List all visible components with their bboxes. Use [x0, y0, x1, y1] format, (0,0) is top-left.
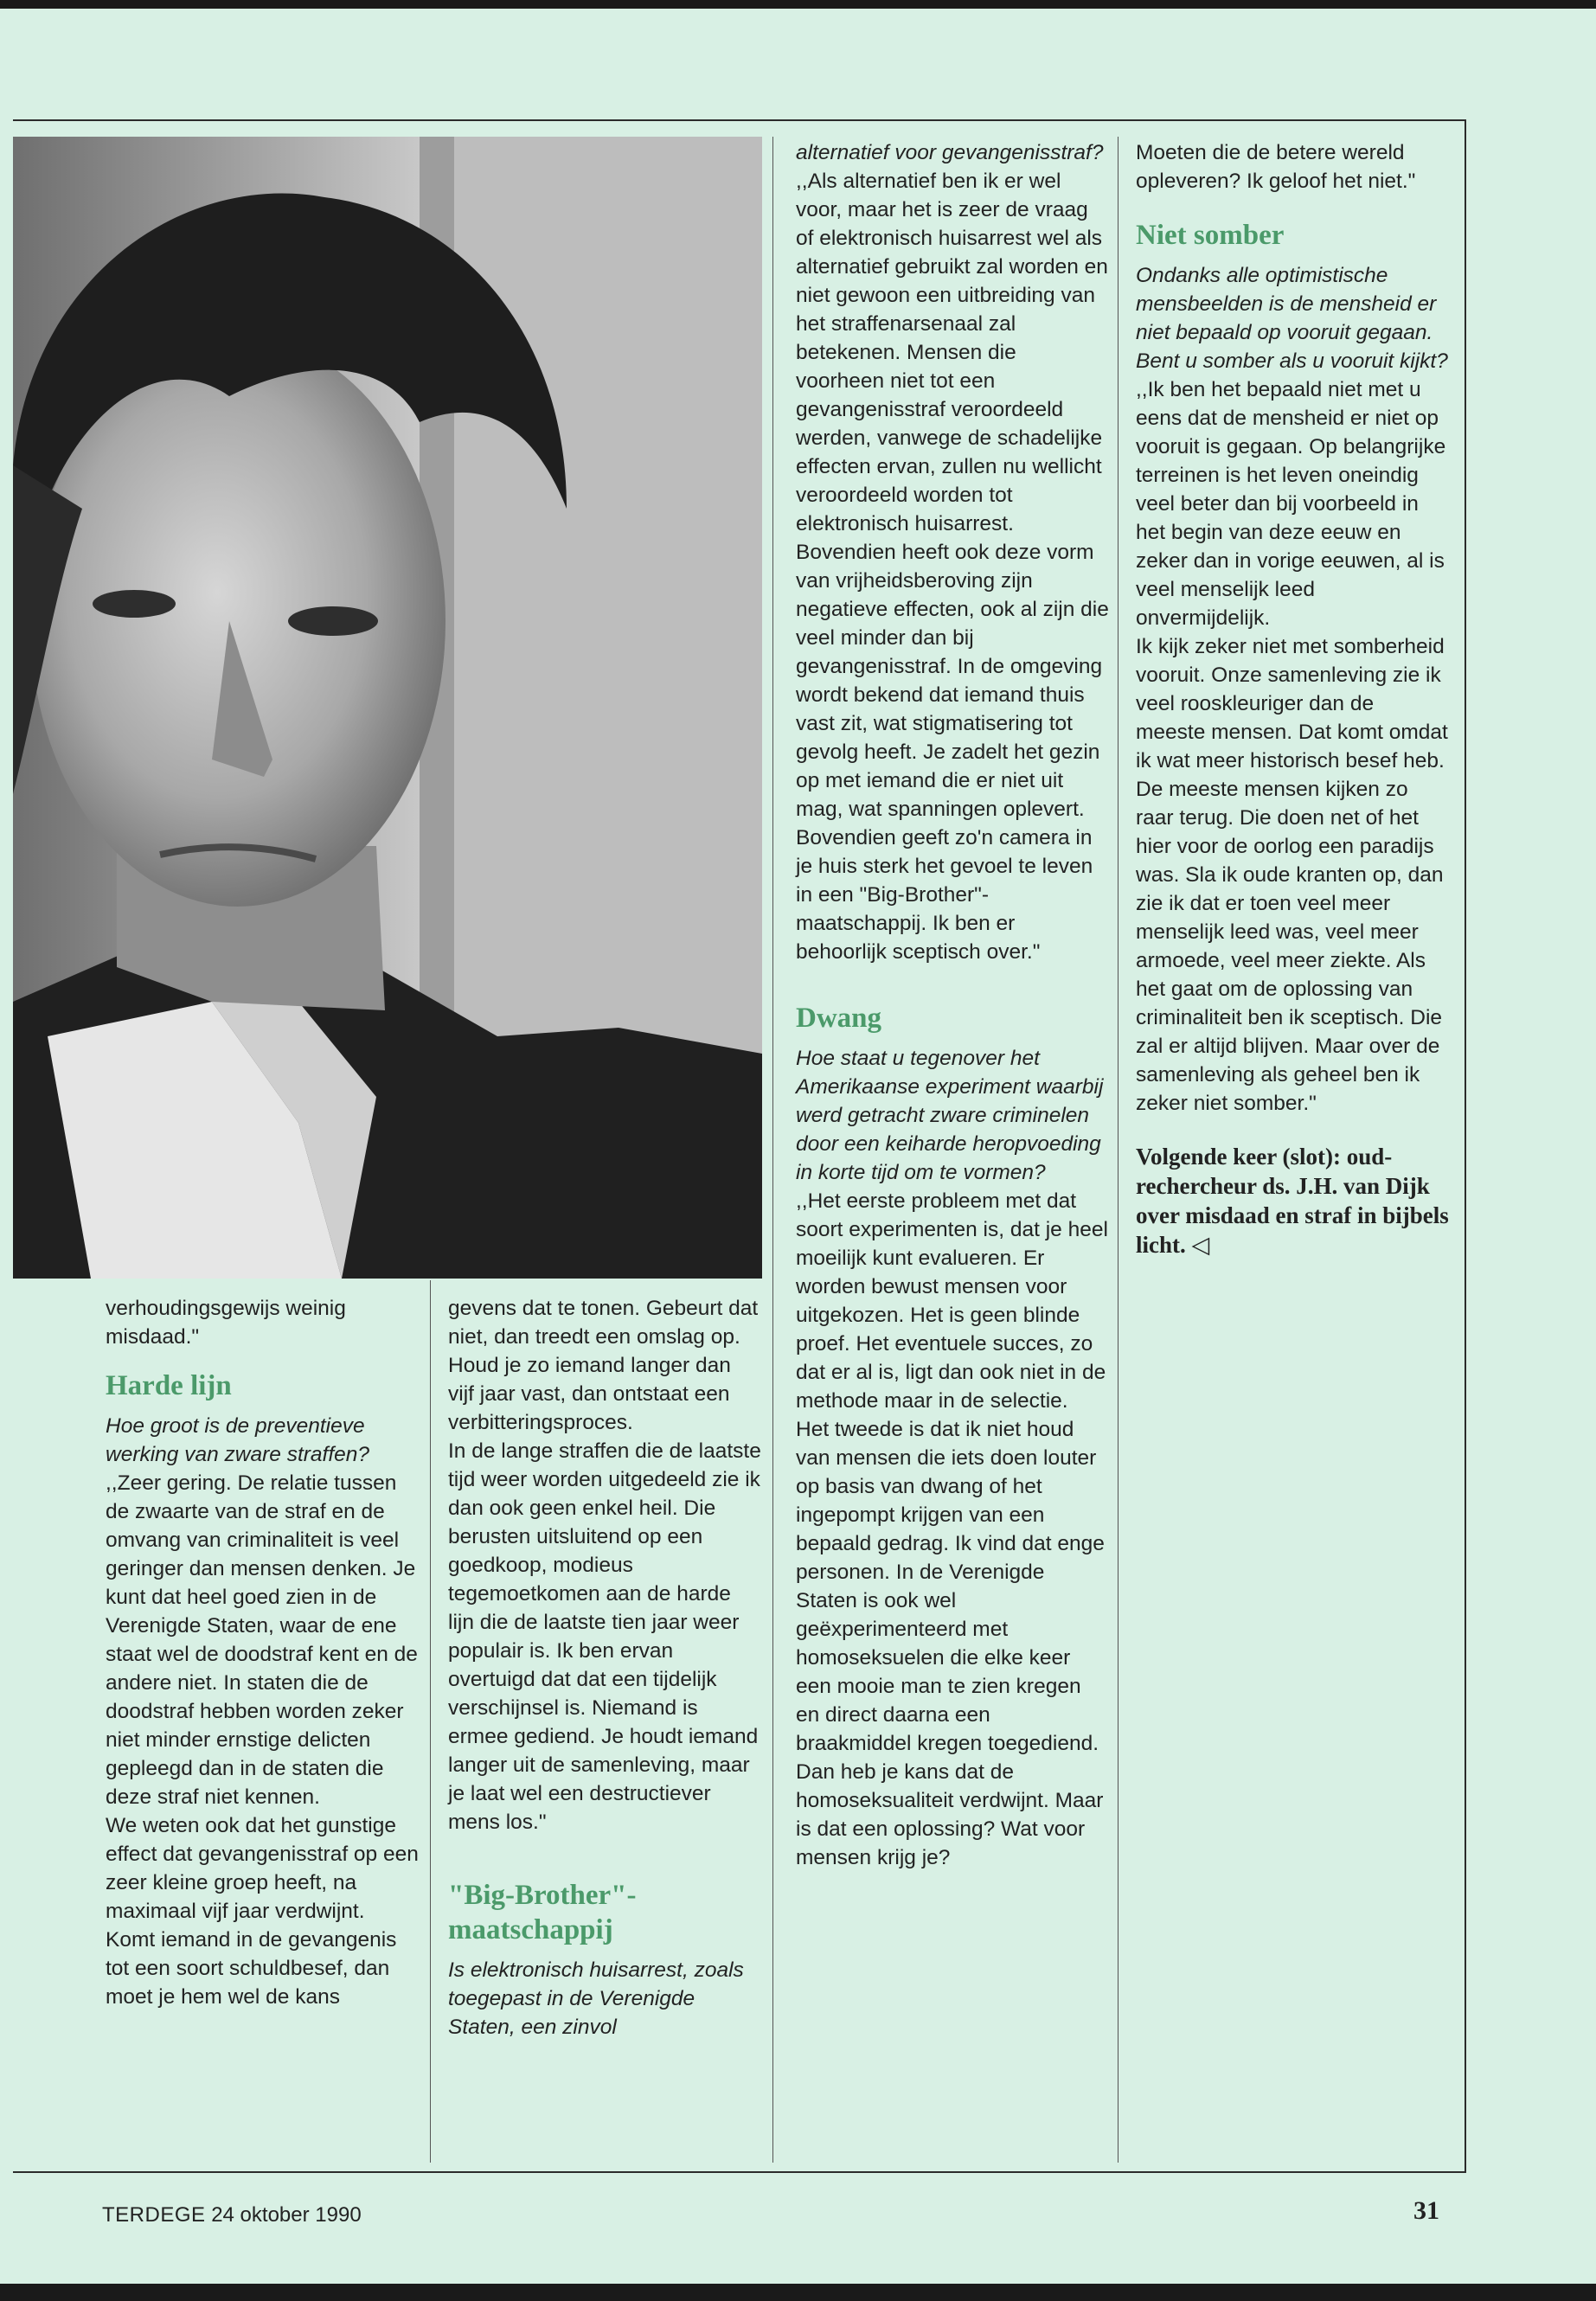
top-rule: [13, 119, 1466, 121]
interview-question: Is elektronisch huisarrest, zoals toegepast in de Verenigde Staten, een zinvol: [448, 1958, 744, 2039]
paragraph: Ik kijk zeker niet met somberheid vooruit. Onze samenleving zie ik veel rooskleuriger dan de meeste mensen. Dat komt omdat ik wat meer historisch besef heb. De meeste mensen kijken zo raar terug. Die doen net of het hier voor de oorlog een paradijs was. Sla ik oude kranten op, dan zie ik dat er toen veel meer menselijk leed was, veel meer armoede, veel meer ziekte. Als het gaat om de oplossing van criminaliteit ben ik sceptisch. Die zal er altijd blijven. Maar over de samenleving als geheel ben ik zeker niet somber.": [1136, 635, 1448, 1115]
portrait-illustration: [13, 137, 762, 1279]
bottom-rule: [13, 2171, 1466, 2173]
article-column-3: [796, 138, 1109, 1872]
portrait-photo: [13, 137, 762, 1279]
article-column-2: [448, 1294, 761, 2041]
interview-question: Hoe groot is de preventieve werking van zware straffen?: [106, 1414, 370, 1466]
end-mark-icon: ◁: [1191, 1232, 1210, 1258]
interview-question: Hoe staat u tegenover het Amerikaanse experiment waarbij werd getracht zware criminelen door een keiharde heropvoeding in korte tijd om te vormen?: [796, 1047, 1104, 1184]
magazine-name: TERDEGE: [102, 2203, 206, 2227]
column-rule: [430, 1280, 431, 2163]
section-heading: "Big-Brother"-maatschappij: [448, 1880, 637, 1945]
section-heading: Dwang: [796, 1003, 882, 1034]
next-issue-note: [1136, 1142, 1449, 1259]
paragraph: We weten ook dat het gunstige effect dat gevangenisstraf op een zeer kleine groep heeft, na maximaal vijf jaar verdwijnt. Komt iemand in de gevangenis tot een soort schuldbesef, dan moet je hem wel de kans: [106, 1814, 419, 2009]
paragraph: gevens dat te tonen. Gebeurt dat niet, dan treedt een omslag op. Houd je zo iemand langer dan vijf jaar vast, dan ontstaat een verbitteringsproces.: [448, 1297, 759, 1434]
interview-question: Ondanks alle optimistische mensbeelden is de mensheid er niet bepaald op vooruit gegaan. Bent u somber als u vooruit kijkt?: [1136, 264, 1448, 373]
magazine-page: [0, 9, 1596, 2284]
paragraph: verhoudingsgewijs weinig misdaad.": [106, 1297, 346, 1349]
paragraph: Moeten die de betere wereld opleveren? Ik geloof het niet.": [1136, 141, 1416, 193]
article-column-1: [106, 1294, 419, 2011]
paragraph: ,,Het eerste probleem met dat soort experimenten is, dat je heel moeilijk kunt evalueren. Er worden bewust mensen voor uitgekozen. Het is geen blinde proef. Het eventuele succes, zo dat er al is, ligt dan ook niet in de methode maar in de selectie.: [796, 1189, 1108, 1413]
footer-issue: [102, 2203, 362, 2227]
paragraph: ,,Zeer gering. De relatie tussen de zwaarte van de straf en de omvang van criminaliteit is veel geringer dan mensen denken. Je kunt dat heel goed zien in de Verenigde Staten, waar de ene staat wel de doodstraf kent en de andere niet. In staten die de doodstraf hebben worden zeker niet minder ernstige delicten gepleegd dan in de staten die deze straf niet kennen.: [106, 1471, 418, 1809]
paragraph: Het tweede is dat ik niet houd van mensen die iets doen louter op basis van dwang of het ingepompt krijgen van een bepaald gedrag. Ik vind dat enge personen. In de Verenigde Staten is ook wel geëxperimenteerd met homoseksuelen die elke keer een mooie man te zien kregen en direct daarna een braakmiddel kregen toegediend. Dan heb je kans dat de homoseksualiteit verdwijnt. Maar is dat een oplossing? Wat voor mensen krijg je?: [796, 1418, 1105, 1869]
article-column-4: [1136, 138, 1449, 1259]
paragraph: Bovendien heeft ook deze vorm van vrijheidsberoving zijn negatieve effecten, ook al zijn die veel minder dan bij gevangenisstraf. In de omgeving wordt bekend dat iemand thuis vast zit, wat stigmatisering tot gevolg heeft. Je zadelt het gezin op met iemand die er niet uit mag, wat spanningen oplevert. Bovendien geeft zo'n camera in je huis sterk het gevoel te leven in een "Big-Brother"-maatschappij. Ik ben er behoorlijk sceptisch over.": [796, 541, 1109, 964]
paragraph: In de lange straffen die de laatste tijd weer worden uitgedeeld zie ik dan ook geen enkel heil. Die berusten uitsluitend op een goedkoop, modieus tegemoetkomen aan de harde lijn die de laatste tien jaar weer populair is. Ik ben ervan overtuigd dat dat een tijdelijk verschijnsel is. Niemand is ermee gediend. Je houdt iemand langer uit de samenleving, maar je laat wel een destructiever mens los.": [448, 1439, 761, 1834]
next-issue-text: Volgende keer (slot): oud-rechercheur ds. J.H. van Dijk over misdaad en straf in bijbels licht.: [1136, 1144, 1449, 1258]
section-heading: Harde lijn: [106, 1370, 232, 1401]
section-heading: Niet somber: [1136, 220, 1285, 251]
page-number: 31: [1413, 2196, 1439, 2225]
interview-question: alternatief voor gevangenisstraf?: [796, 141, 1104, 164]
paragraph: ,,Als alternatief ben ik er wel voor, maar het is zeer de vraag of elektronisch huisarrest wel als alternatief gebruikt zal worden en niet gewoon een uitbreiding van het straffenarsenaal zal betekenen. Mensen die voorheen niet tot een gevangenisstraf veroordeeld werden, vanwege de schadelijke effecten ervan, zullen nu wellicht veroordeeld worden tot elektronisch huisarrest.: [796, 170, 1108, 535]
column-rule: [772, 137, 773, 2163]
paragraph: ,,Ik ben het bepaald niet met u eens dat de mensheid er niet op vooruit is gegaan. Op belangrijke terreinen is het leven oneindig veel beter dan bij voorbeeld in het begin van deze eeuw en zeker dan in vorige eeuwen, al is veel menselijk leed onvermijdelijk.: [1136, 378, 1446, 630]
right-rule: [1465, 119, 1466, 2173]
issue-date: 24 oktober 1990: [211, 2203, 362, 2227]
